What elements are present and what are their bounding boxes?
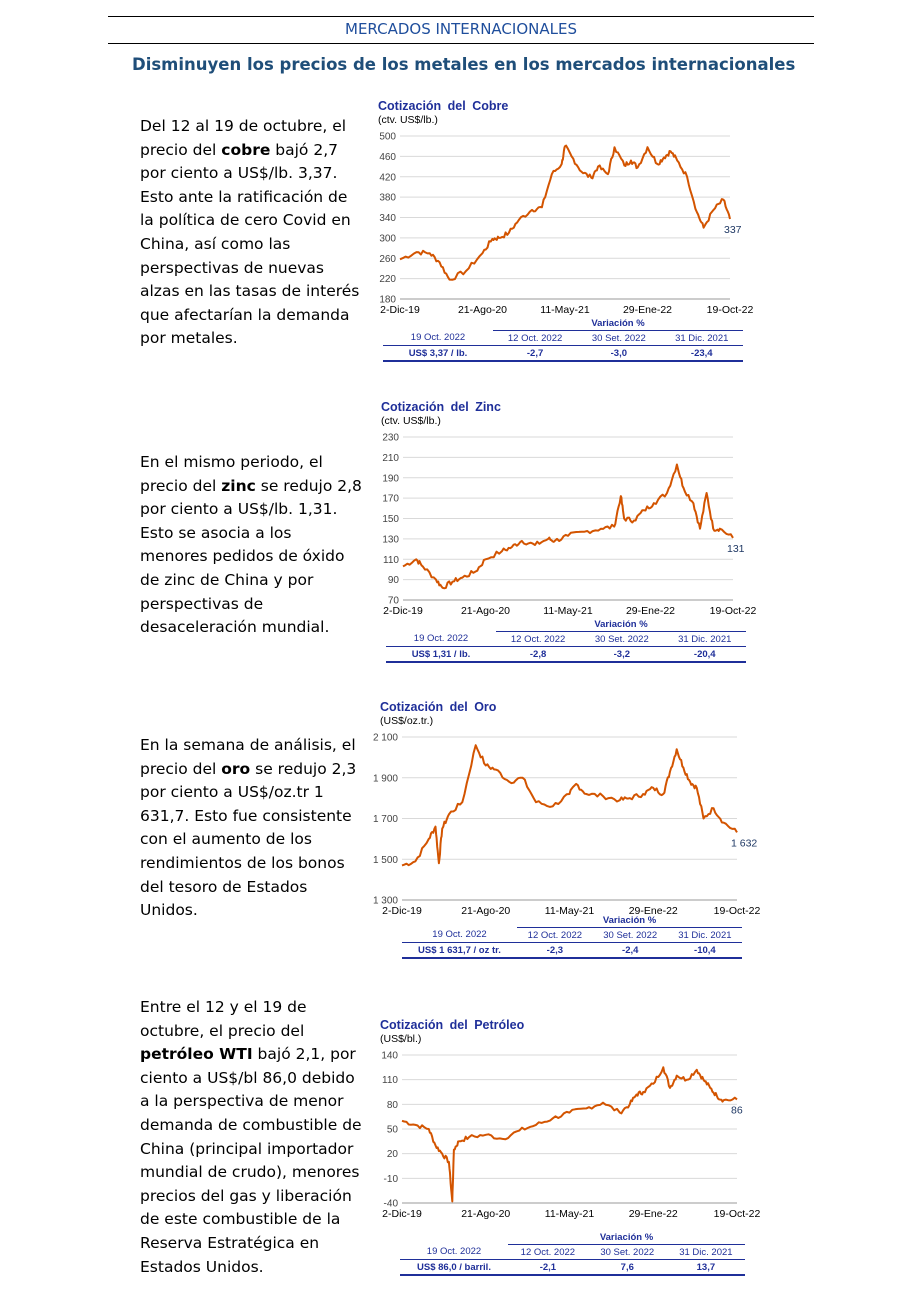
y-tick-label: 460 (379, 151, 396, 163)
date-header: 30 Set. 2022 (577, 331, 660, 346)
y-tick-label: 210 (382, 452, 399, 464)
gold-chart-title: Cotización del Oro (380, 700, 497, 714)
oil-chart (380, 1048, 775, 1248)
headline: Disminuyen los precios de los metales en los mercados internacionales (132, 55, 796, 74)
variation-header: Variación % (493, 316, 743, 331)
oil-chart-title: Cotización del Petróleo (380, 1018, 525, 1032)
y-tick-label: 380 (379, 192, 396, 204)
zinc-chart-unit: (ctv. US$/lb.) (381, 415, 441, 427)
variation-value: 7,6 (588, 1260, 667, 1276)
x-tick-label: 21-Ago-20 (460, 605, 511, 617)
date-header: 31 Dic. 2021 (667, 1245, 745, 1260)
zinc-variation-table (386, 617, 746, 663)
date-header: 12 Oct. 2022 (517, 928, 593, 943)
y-tick-label: -10 (383, 1173, 398, 1185)
variation-value: -20,4 (663, 647, 746, 663)
y-tick-label: 230 (382, 432, 399, 444)
section-title: MERCADOS INTERNACIONALES (345, 20, 577, 38)
copper-chart-title: Cotización del Cobre (378, 99, 509, 113)
y-tick-label: 1 700 (372, 814, 398, 825)
y-tick-label: 190 (382, 473, 399, 485)
x-tick-label: 29-Ene-22 (628, 1208, 678, 1220)
x-tick-label: 11-May-21 (540, 304, 590, 316)
variation-value: -2,3 (517, 943, 593, 959)
zinc-paragraph: En el mismo periodo, el precio del zinc se redujo 2,8 por ciento a US$/lb. 1,31. Esto se asocia a los menores pedidos de óxido de zinc de China y por perspectivas de desaceleración mundial. (140, 453, 362, 637)
variation-value: -23,4 (660, 346, 743, 362)
gold-chart-block (372, 700, 775, 970)
variation-value: -2,1 (508, 1260, 588, 1276)
gold-paragraph: En la semana de análisis, el precio del oro se redujo 2,3 por ciento a US$/oz.tr 1 631,7. Esto fue consistente con el aumento de los rendimientos de los bonos del tesoro de Estados Unidos. (140, 736, 357, 920)
price-value: US$ 3,37 / lb. (383, 346, 493, 362)
zinc-chart (381, 430, 771, 645)
x-tick-label: 2-Dic-19 (382, 905, 422, 917)
x-tick-label: 19-Oct-22 (706, 304, 754, 316)
variation-header: Variación % (517, 913, 742, 928)
x-tick-label: 21-Ago-20 (457, 304, 508, 316)
copper-chart-unit: (ctv. US$/lb.) (378, 114, 438, 126)
price-value: US$ 1,31 / lb. (386, 647, 496, 663)
y-tick-label: 110 (383, 554, 399, 566)
x-tick-label: 29-Ene-22 (628, 905, 678, 917)
date-header: 19 Oct. 2022 (383, 331, 493, 346)
x-tick-label: 19-Oct-22 (713, 905, 761, 917)
y-tick-label: 180 (379, 294, 396, 306)
date-header: 31 Dic. 2021 (663, 632, 746, 647)
y-tick-label: 260 (379, 253, 396, 265)
oil-variation-table (400, 1230, 745, 1276)
x-tick-label: 21-Ago-20 (461, 905, 511, 917)
x-tick-label: 11-May-21 (543, 605, 593, 617)
date-header: 31 Dic. 2021 (660, 331, 743, 346)
y-tick-label: 420 (379, 172, 396, 184)
variation-value: 13,7 (667, 1260, 745, 1276)
oil-paragraph: Entre el 12 y el 19 de octubre, el precio del petróleo WTI bajó 2,1, por ciento a US$/bl 86,0 debido a la perspectiva de menor demanda de combustible de China (principal importador mundial de crudo), menores precios del gas y liberación de este combustible de la Reserva Estratégica en Estados Unidos. (140, 998, 362, 1276)
series-line (400, 146, 730, 280)
gold-variation-table (402, 913, 742, 959)
variation-value: -3,0 (577, 346, 660, 362)
header-top-rule (108, 16, 814, 17)
x-tick-label: 11-May-21 (544, 905, 595, 917)
variation-value: -2,8 (496, 647, 580, 663)
y-tick-label: 1 500 (372, 854, 398, 866)
copper-chart (378, 129, 768, 344)
end-value-label: 131 (727, 542, 745, 555)
y-tick-label: 90 (387, 575, 399, 587)
y-tick-label: 20 (386, 1149, 398, 1161)
date-header: 19 Oct. 2022 (386, 632, 496, 647)
date-header: 30 Set. 2022 (588, 1245, 667, 1260)
series-line (403, 465, 733, 589)
variation-value: -2,4 (593, 943, 668, 959)
y-tick-label: 300 (379, 233, 396, 245)
y-tick-label: 150 (382, 514, 399, 525)
y-tick-label: 140 (381, 1050, 398, 1062)
date-header: 30 Set. 2022 (580, 632, 663, 647)
date-header: 19 Oct. 2022 (400, 1245, 508, 1260)
y-tick-label: 80 (386, 1099, 398, 1111)
x-tick-label: 2-Dic-19 (380, 304, 420, 316)
series-line (402, 745, 737, 865)
date-header: 31 Dic. 2021 (668, 928, 742, 943)
variation-value: -3,2 (580, 647, 663, 663)
y-tick-label: -40 (383, 1198, 398, 1210)
x-tick-label: 29-Ene-22 (622, 304, 673, 316)
price-value: US$ 86,0 / barril. (400, 1260, 508, 1276)
price-value: US$ 1 631,7 / oz tr. (402, 943, 517, 959)
oil-chart-block (380, 1018, 775, 1283)
x-tick-label: 2-Dic-19 (382, 1208, 422, 1220)
y-tick-label: 70 (387, 595, 399, 607)
gold-chart-unit: (US$/oz.tr.) (380, 715, 434, 727)
header-bottom-rule (108, 43, 814, 44)
y-tick-label: 50 (386, 1124, 398, 1136)
x-tick-label: 2-Dic-19 (383, 605, 423, 617)
variation-value: -10,4 (668, 943, 742, 959)
variation-header: Variación % (508, 1230, 745, 1245)
y-tick-label: 2 100 (372, 732, 398, 744)
y-tick-label: 1 300 (372, 895, 398, 907)
y-tick-label: 130 (382, 534, 399, 546)
y-tick-label: 110 (382, 1075, 398, 1087)
copper-variation-table (383, 316, 743, 362)
date-header: 12 Oct. 2022 (496, 632, 580, 647)
y-tick-label: 170 (382, 493, 399, 505)
variation-header: Variación % (496, 617, 746, 632)
date-header: 19 Oct. 2022 (402, 928, 517, 943)
y-tick-label: 500 (379, 131, 396, 143)
x-tick-label: 29-Ene-22 (625, 605, 676, 617)
end-value-label: 86 (731, 1104, 743, 1117)
end-value-label: 1 632 (731, 837, 758, 850)
end-value-label: 337 (724, 224, 742, 237)
y-tick-label: 340 (379, 213, 396, 224)
x-tick-label: 11-May-21 (544, 1208, 595, 1220)
y-tick-label: 1 900 (372, 773, 398, 785)
variation-value: -2,7 (493, 346, 577, 362)
oil-chart-unit: (US$/bl.) (380, 1033, 422, 1045)
copper-chart-block (378, 99, 768, 369)
x-tick-label: 19-Oct-22 (713, 1208, 761, 1220)
date-header: 12 Oct. 2022 (508, 1245, 588, 1260)
x-tick-label: 21-Ago-20 (461, 1208, 511, 1220)
zinc-chart-block (381, 400, 771, 670)
y-tick-label: 220 (379, 274, 396, 286)
series-line (402, 1067, 737, 1201)
copper-paragraph: Del 12 al 19 de octubre, el precio del cobre bajó 2,7 por ciento a US$/lb. 3,37. Esto ante la ratificación de la política de cero Covid en China, así como las perspectivas de nuevas alzas en las tasas de interés que afectarían la demanda por metales. (140, 117, 360, 348)
zinc-chart-title: Cotización del Zinc (381, 400, 501, 414)
date-header: 12 Oct. 2022 (493, 331, 577, 346)
x-tick-label: 19-Oct-22 (709, 605, 757, 617)
date-header: 30 Set. 2022 (593, 928, 668, 943)
